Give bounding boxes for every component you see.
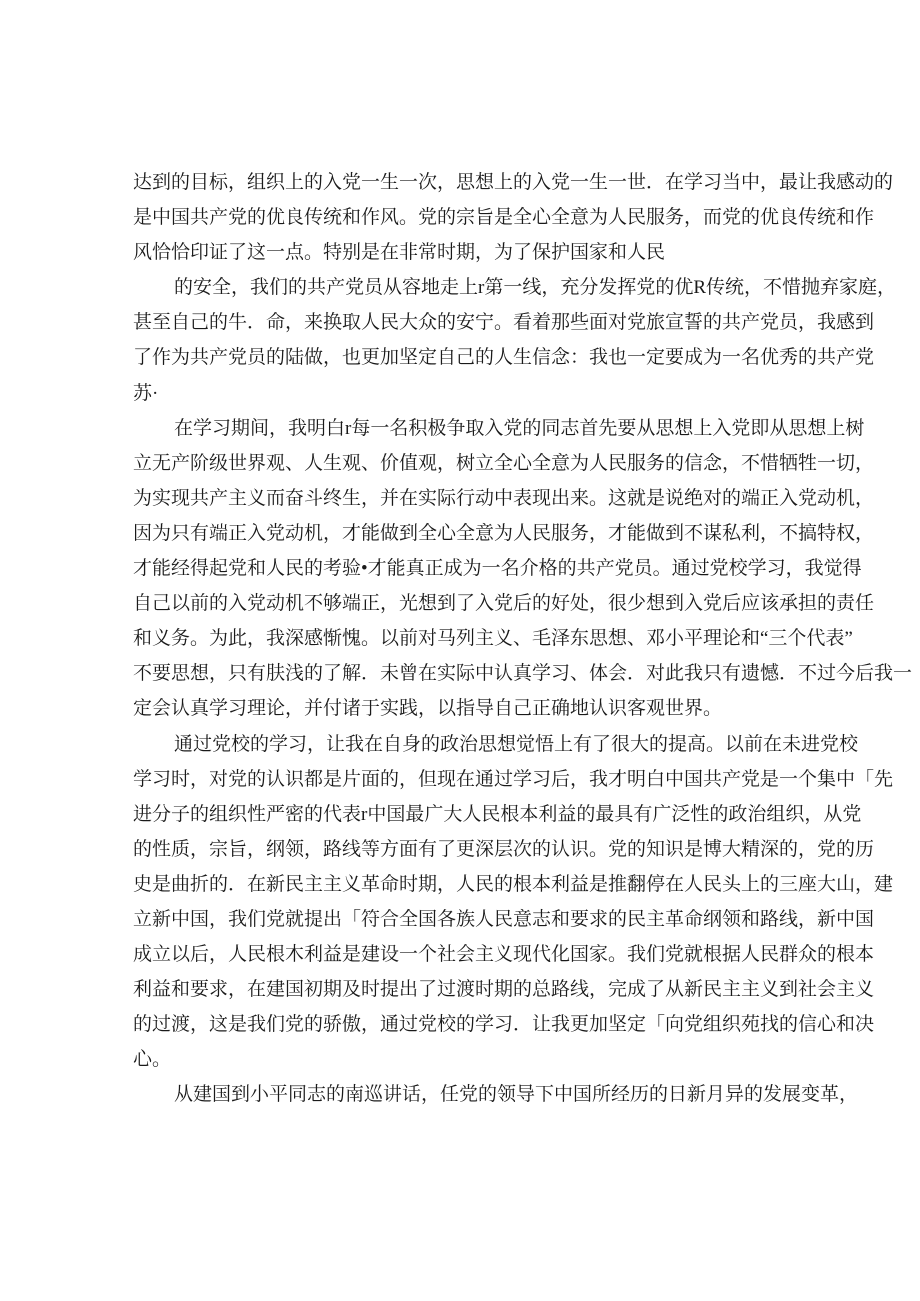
paragraph-1 [133, 165, 894, 270]
text-line: 心。 [133, 1049, 172, 1071]
text-line: 立新中国，我们党就提出「符合全国各族人民意志和要求的民主革命纲领和路线，新中国 [133, 908, 875, 930]
text-line: 从建国到小平同志的南巡讲话，任党的领导下中国所经历的日新月异的发展变革， [174, 1084, 859, 1106]
text-line: 通过党校的学习，让我在自身的政治思想觉悟上有了很大的提高。以前在未进党校 [174, 733, 859, 755]
paragraph-2 [133, 270, 897, 410]
text-line: 的过渡，这是我们党的骄傲，通过党校的学习．让我更加坚定「向党组织苑找的信心和决 [133, 1014, 875, 1036]
text-line: 苏· [133, 382, 159, 404]
paragraph-5 [133, 1077, 859, 1112]
document-page [133, 165, 913, 1113]
text-line: 自己以前的入党动机不够端正，光想到了入党后的好处，很少想到入党后应该承担的责任 [133, 593, 875, 615]
text-line: 利益和要求，在建国初期及时提出了过渡时期的总路线，完成了从新民主主义到社会主义 [133, 979, 875, 1001]
text-line: 不要思想，只有肤浅的了解．未曾在实际中认真学习、体会．对此我只有遗憾．不过今后我一 [133, 663, 913, 685]
text-line: 风恰恰印证了这一点。特别是在非常时期，为了保护国家和人民 [133, 242, 666, 264]
text-line: 在学习期间，我明白r每一名积极争取入党的同志首先要从思想上入党即从思想上树 [174, 417, 865, 439]
text-line: 学习时，对党的认识都是片面的，但现在通过学习后，我才明白中国共产党是一个集中「先 [133, 768, 894, 790]
text-line: 达到的目标，组织上的入党一生一次，思想上的入党一生一世．在学习当中，最让我感动的 [133, 172, 894, 193]
text-line: 的性质，宗旨，纲领，路线等方面有了更深层次的认识。党的知识是博大精深的，党的历 [133, 838, 875, 860]
text-line: 为实现共产主义而奋斗终生，并在实际行动中表现出来。这就是说绝对的端正入党动机， [133, 487, 875, 509]
text-line: 成立以后，人民根木利益是建设一个社会主义现代化国家。我们党就根据人民群众的根本 [133, 944, 875, 966]
text-line: 甚至自己的牛．命，来换取人民大众的安宁。看着那些面对党旅宣誓的共产党员，我感到 [133, 312, 875, 334]
text-line: 的安全，我们的共产党员从容地走上r第一线，充分发挥党的优R传统，不惜抛弃家庭， [174, 277, 897, 299]
paragraph-4 [133, 727, 894, 1078]
text-line: 史是曲折的．在新民主主义革命时期，人民的根本利益是推翻停在人民头上的三座大山，建 [133, 873, 894, 895]
text-line: 才能经得起党和人民的考验•才能真正成为一名介格的共产党员。通过党校学习，我觉得 [133, 558, 862, 580]
text-line: 因为只有端正入党动机，才能做到全心全意为人民服务，才能做到不谋私利，不搞特权， [133, 522, 875, 544]
paragraph-3 [133, 411, 913, 727]
text-line: 立无产阶级世界观、人生观、价值观，树立全心全意为人民服务的信念，不惜牺牲一切， [133, 452, 875, 474]
text-line: 了作为共产党员的陆做，也更加坚定自己的人生信念：我也一定要成为一名优秀的共产党 [133, 347, 875, 369]
text-line: 和义务。为此，我深感惭愧。以前对马列主义、毛泽东思想、邓小平理论和“三个代表” [133, 628, 853, 650]
text-line: 进分子的组织性严密的代表r中国最广大人民根本利益的最具有广泛性的政治组织，从党 [133, 803, 862, 825]
text-line: 定会认真学习理论，并付诸于实践，以指导自己正确地认识客观世界。 [133, 698, 723, 720]
text-line: 是中国共产党的优良传统和作风。党的宗旨是全心全意为人民服务，而党的优良传统和作 [133, 207, 875, 229]
